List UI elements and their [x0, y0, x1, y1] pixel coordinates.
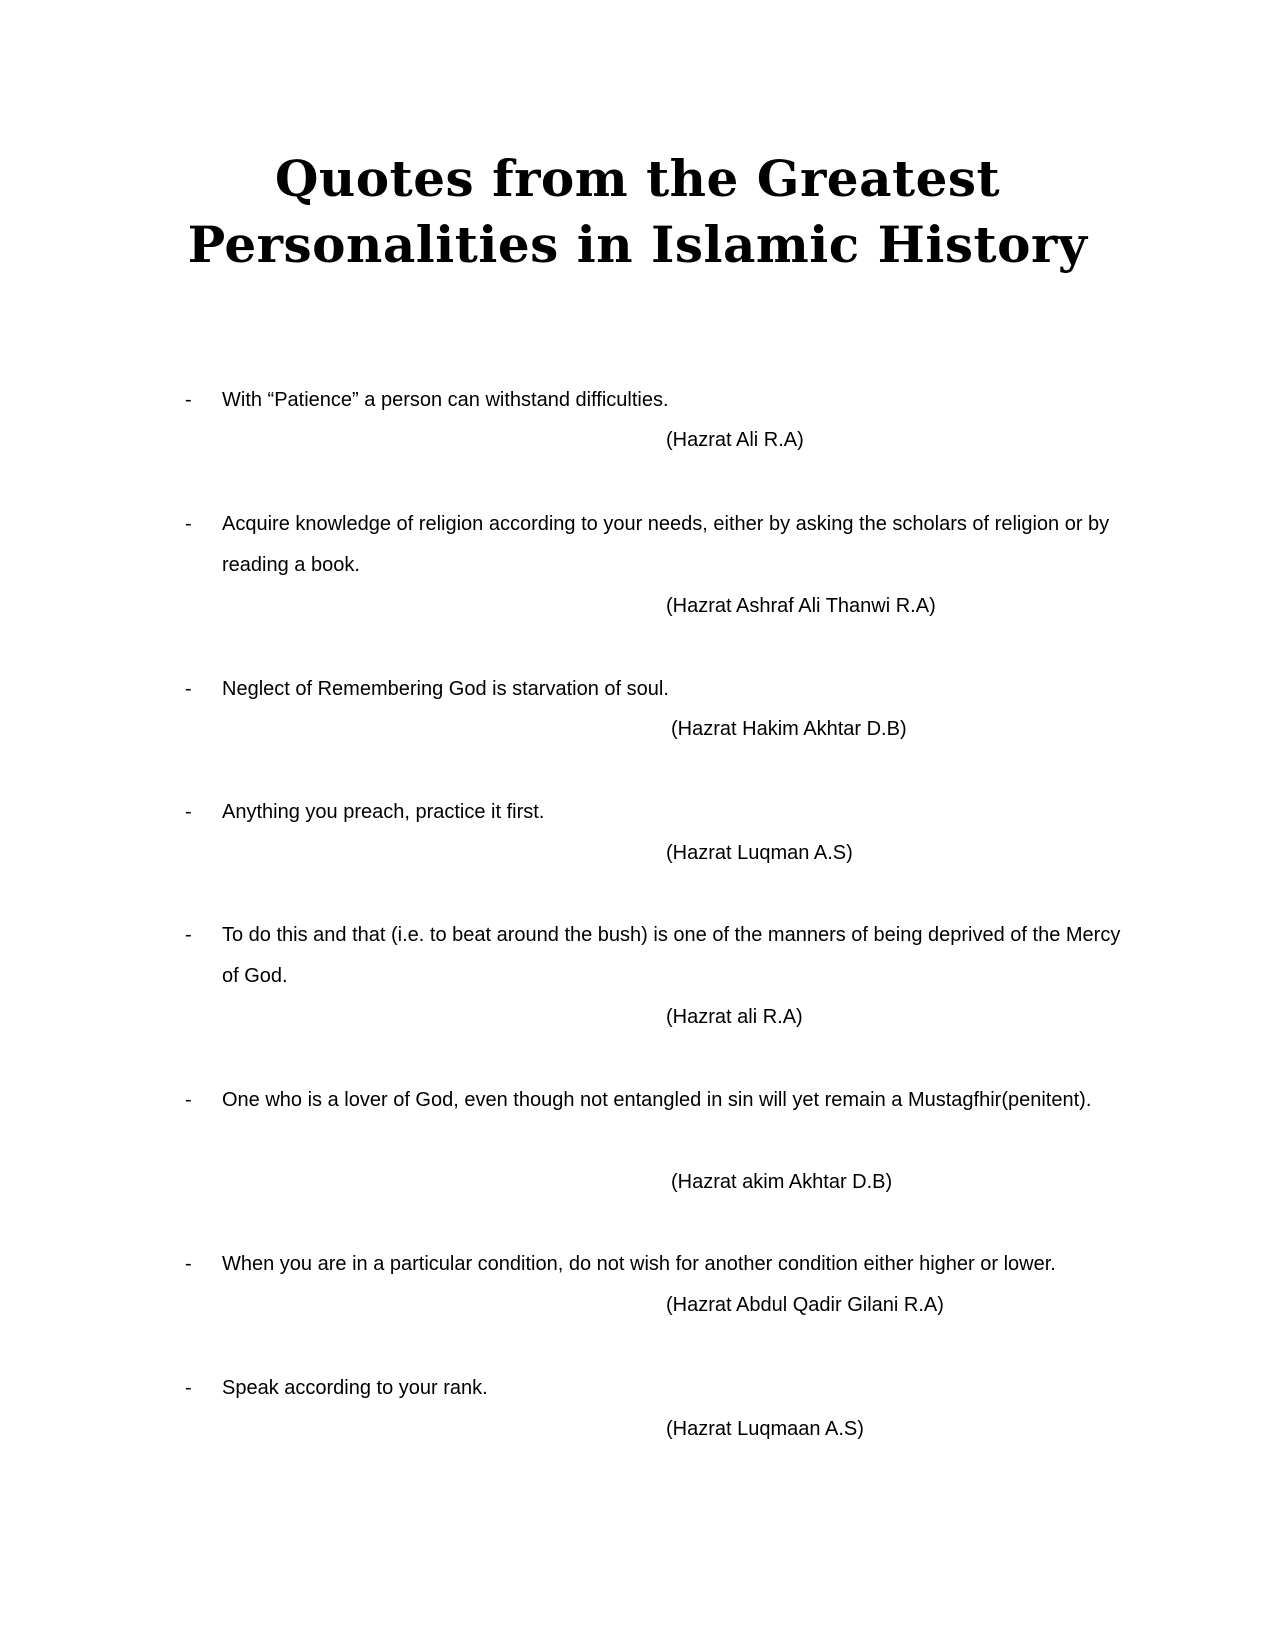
- bullet-dash: -: [185, 1089, 192, 1111]
- quote-author: (Hazrat Luqmaan A.S): [666, 1418, 864, 1440]
- quote-author: (Hazrat Ashraf Ali Thanwi R.A): [666, 595, 936, 617]
- quote-text: Neglect of Remembering God is starvation of soul.: [222, 678, 669, 700]
- quote-text: One who is a lover of God, even though not entangled in sin will yet remain a Mustagfhir(penitent).: [222, 1089, 1092, 1111]
- quote-author: (Hazrat ali R.A): [666, 1006, 803, 1028]
- quote-text: Acquire knowledge of religion according to your needs, either by asking the scholars of religion or by reading a book.: [222, 513, 1110, 576]
- bullet-dash: -: [185, 513, 192, 535]
- title-line-1: Quotes from the Greatest: [274, 149, 1001, 208]
- quote-text: With “Patience” a person can withstand difficulties.: [222, 389, 669, 411]
- quote-author: (Hazrat Ali R.A): [666, 429, 804, 451]
- quote-text: Anything you preach, practice it first.: [222, 801, 545, 823]
- bullet-dash: -: [185, 389, 192, 411]
- bullet-dash: -: [185, 1377, 192, 1399]
- quote-author: (Hazrat akim Akhtar D.B): [671, 1171, 893, 1193]
- quote-author: (Hazrat Luqman A.S): [666, 842, 853, 864]
- bullet-dash: -: [185, 801, 192, 823]
- quote-author: (Hazrat Hakim Akhtar D.B): [671, 718, 907, 740]
- bullet-dash: -: [185, 1253, 192, 1275]
- bullet-dash: -: [185, 924, 192, 946]
- quote-text: When you are in a particular condition, do not wish for another condition either higher or lower.: [222, 1253, 1056, 1275]
- quote-author: (Hazrat Abdul Qadir Gilani R.A): [666, 1294, 944, 1316]
- bullet-dash: -: [185, 678, 192, 700]
- quote-text: Speak according to your rank.: [222, 1377, 488, 1399]
- quote-text: To do this and that (i.e. to beat around the bush) is one of the manners of being deprived of the Mercy of God.: [222, 924, 1121, 987]
- title-line-2: Personalities in Islamic History: [187, 215, 1088, 274]
